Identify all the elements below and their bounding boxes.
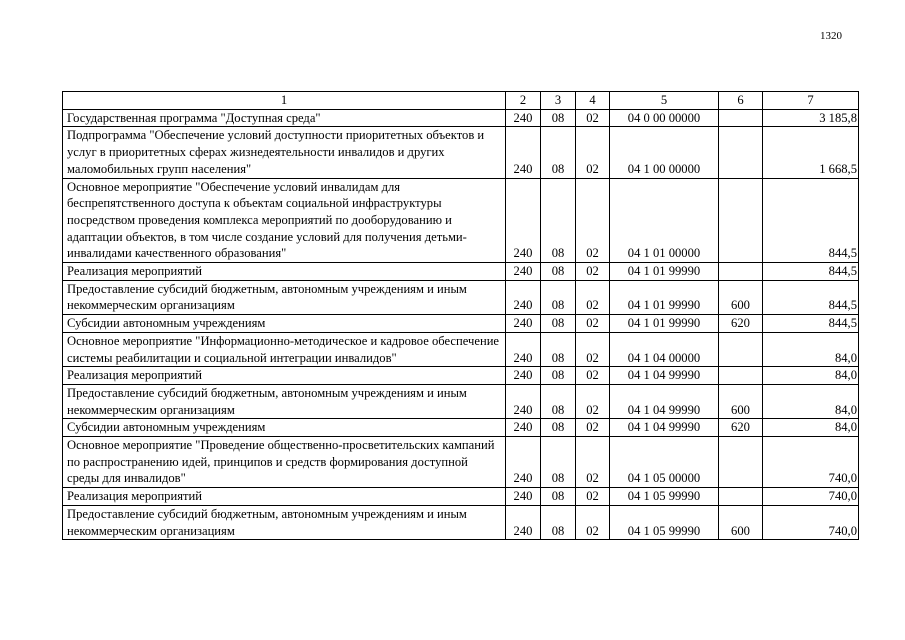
column-4-cell: 02 xyxy=(576,315,610,333)
row-name-cell: Предоставление субсидий бюджетным, автономным учреждениям и иным некоммерческим организациям xyxy=(63,505,506,539)
column-3-cell: 08 xyxy=(541,384,576,418)
column-3-cell: 08 xyxy=(541,315,576,333)
column-5-cell: 04 1 04 99990 xyxy=(610,419,719,437)
column-4-cell: 02 xyxy=(576,367,610,385)
column-2-cell: 240 xyxy=(506,367,541,385)
column-6-cell xyxy=(719,109,763,127)
amount-cell: 84,0 xyxy=(763,384,859,418)
column-4-cell: 02 xyxy=(576,488,610,506)
column-2-cell: 240 xyxy=(506,488,541,506)
row-name-cell: Основное мероприятие "Обеспечение условий инвалидам для беспрепятственного доступа к объектам социальной инфраструктуры посредством проведения комплекса мероприятий по дооборудованию и адаптации объектов, в том числе создание условий для получения детьми-инвалидами качественного образования" xyxy=(63,178,506,263)
row-name-cell: Подпрограмма "Обеспечение условий доступности приоритетных объектов и услуг в приоритетных сферах жизнедеятельности инвалидов и других маломобильных групп населения" xyxy=(63,127,506,178)
column-2-cell: 240 xyxy=(506,280,541,314)
page-number: 1320 xyxy=(820,30,842,42)
amount-cell: 3 185,8 xyxy=(763,109,859,127)
column-4-cell: 02 xyxy=(576,178,610,263)
column-3-cell: 08 xyxy=(541,280,576,314)
column-2-cell: 240 xyxy=(506,505,541,539)
amount-cell: 844,5 xyxy=(763,178,859,263)
column-5-cell: 04 1 01 99990 xyxy=(610,280,719,314)
table-row xyxy=(63,109,859,127)
column-3-cell: 08 xyxy=(541,488,576,506)
column-6-cell xyxy=(719,127,763,178)
row-name-cell: Реализация мероприятий xyxy=(63,367,506,385)
budget-table xyxy=(62,91,859,540)
header-cell: 3 xyxy=(541,92,576,110)
row-name-cell: Субсидии автономным учреждениям xyxy=(63,419,506,437)
column-4-cell: 02 xyxy=(576,280,610,314)
column-4-cell: 02 xyxy=(576,263,610,281)
column-6-cell xyxy=(719,437,763,488)
table-row xyxy=(63,437,859,488)
table-row xyxy=(63,384,859,418)
amount-cell: 740,0 xyxy=(763,505,859,539)
column-5-cell: 04 0 00 00000 xyxy=(610,109,719,127)
column-6-cell xyxy=(719,332,763,366)
column-3-cell: 08 xyxy=(541,505,576,539)
column-5-cell: 04 1 05 99990 xyxy=(610,488,719,506)
column-6-cell xyxy=(719,178,763,263)
column-6-cell: 620 xyxy=(719,315,763,333)
column-4-cell: 02 xyxy=(576,127,610,178)
column-5-cell: 04 1 05 99990 xyxy=(610,505,719,539)
column-5-cell: 04 1 01 00000 xyxy=(610,178,719,263)
column-4-cell: 02 xyxy=(576,109,610,127)
column-3-cell: 08 xyxy=(541,437,576,488)
amount-cell: 844,5 xyxy=(763,263,859,281)
table-row xyxy=(63,127,859,178)
column-2-cell: 240 xyxy=(506,178,541,263)
header-cell: 2 xyxy=(506,92,541,110)
table-row xyxy=(63,263,859,281)
column-2-cell: 240 xyxy=(506,315,541,333)
column-2-cell: 240 xyxy=(506,109,541,127)
column-2-cell: 240 xyxy=(506,263,541,281)
table-row xyxy=(63,332,859,366)
column-2-cell: 240 xyxy=(506,384,541,418)
column-3-cell: 08 xyxy=(541,332,576,366)
column-4-cell: 02 xyxy=(576,384,610,418)
column-4-cell: 02 xyxy=(576,419,610,437)
header-cell: 7 xyxy=(763,92,859,110)
table-row xyxy=(63,419,859,437)
table-row xyxy=(63,315,859,333)
row-name-cell: Предоставление субсидий бюджетным, автономным учреждениям и иным некоммерческим организациям xyxy=(63,384,506,418)
column-3-cell: 08 xyxy=(541,127,576,178)
table-row xyxy=(63,488,859,506)
header-cell: 1 xyxy=(63,92,506,110)
column-3-cell: 08 xyxy=(541,367,576,385)
column-2-cell: 240 xyxy=(506,419,541,437)
column-3-cell: 08 xyxy=(541,178,576,263)
header-cell: 4 xyxy=(576,92,610,110)
amount-cell: 84,0 xyxy=(763,419,859,437)
column-6-cell xyxy=(719,263,763,281)
amount-cell: 1 668,5 xyxy=(763,127,859,178)
column-6-cell: 620 xyxy=(719,419,763,437)
amount-cell: 84,0 xyxy=(763,332,859,366)
row-name-cell: Основное мероприятие "Информационно-методическое и кадровое обеспечение системы реабилитации и социальной интеграции инвалидов" xyxy=(63,332,506,366)
column-5-cell: 04 1 04 99990 xyxy=(610,367,719,385)
amount-cell: 84,0 xyxy=(763,367,859,385)
column-5-cell: 04 1 00 00000 xyxy=(610,127,719,178)
column-6-cell xyxy=(719,367,763,385)
table-row xyxy=(63,178,859,263)
column-6-cell: 600 xyxy=(719,384,763,418)
row-name-cell: Реализация мероприятий xyxy=(63,263,506,281)
column-4-cell: 02 xyxy=(576,332,610,366)
table-row xyxy=(63,505,859,539)
column-2-cell: 240 xyxy=(506,437,541,488)
column-6-cell: 600 xyxy=(719,505,763,539)
column-6-cell xyxy=(719,488,763,506)
column-2-cell: 240 xyxy=(506,332,541,366)
row-name-cell: Реализация мероприятий xyxy=(63,488,506,506)
table-row xyxy=(63,367,859,385)
row-name-cell: Государственная программа "Доступная среда" xyxy=(63,109,506,127)
column-5-cell: 04 1 04 99990 xyxy=(610,384,719,418)
column-2-cell: 240 xyxy=(506,127,541,178)
header-row xyxy=(63,92,859,110)
amount-cell: 740,0 xyxy=(763,437,859,488)
column-3-cell: 08 xyxy=(541,419,576,437)
column-4-cell: 02 xyxy=(576,505,610,539)
column-5-cell: 04 1 01 99990 xyxy=(610,263,719,281)
column-5-cell: 04 1 01 99990 xyxy=(610,315,719,333)
column-4-cell: 02 xyxy=(576,437,610,488)
column-5-cell: 04 1 05 00000 xyxy=(610,437,719,488)
amount-cell: 740,0 xyxy=(763,488,859,506)
column-3-cell: 08 xyxy=(541,263,576,281)
amount-cell: 844,5 xyxy=(763,280,859,314)
column-3-cell: 08 xyxy=(541,109,576,127)
row-name-cell: Предоставление субсидий бюджетным, автономным учреждениям и иным некоммерческим организациям xyxy=(63,280,506,314)
table-body xyxy=(63,109,859,540)
header-cell: 6 xyxy=(719,92,763,110)
row-name-cell: Основное мероприятие "Проведение общественно-просветительских кампаний по распространению идей, принципов и средств формирования доступной среды для инвалидов" xyxy=(63,437,506,488)
table-row xyxy=(63,280,859,314)
column-5-cell: 04 1 04 00000 xyxy=(610,332,719,366)
row-name-cell: Субсидии автономным учреждениям xyxy=(63,315,506,333)
header-cell: 5 xyxy=(610,92,719,110)
amount-cell: 844,5 xyxy=(763,315,859,333)
column-6-cell: 600 xyxy=(719,280,763,314)
